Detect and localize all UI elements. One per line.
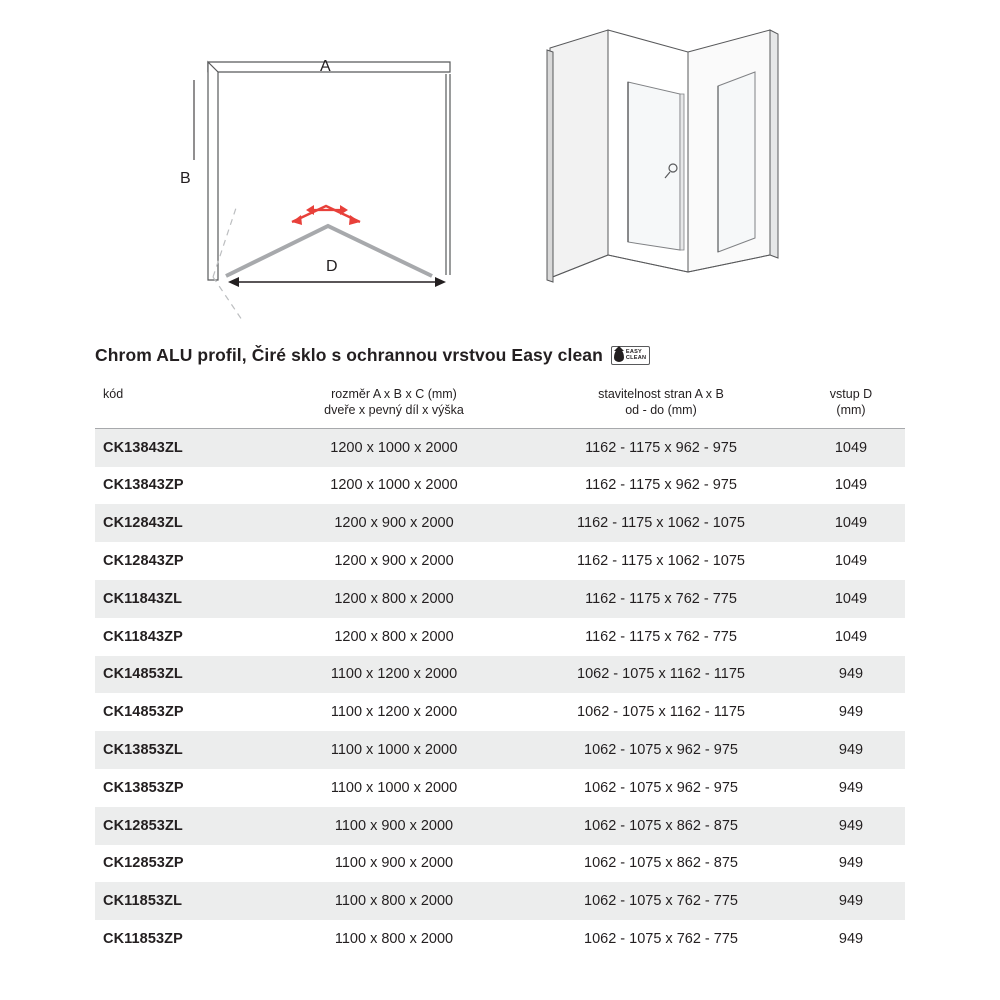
column-header-size [263, 381, 525, 429]
cell-adjust: 1162 - 1175 x 762 - 775 [585, 628, 737, 645]
cell-adjust: 1062 - 1075 x 962 - 975 [584, 779, 738, 796]
table-row [95, 504, 905, 542]
cell-size: 1100 x 800 x 2000 [334, 931, 454, 947]
cell-code: CK12843ZL [95, 504, 263, 542]
cell-code: CK13843ZL [95, 429, 263, 467]
dimension-label-b: B [180, 170, 191, 187]
cell-code: CK11843ZL [95, 580, 263, 618]
perspective-svg [520, 10, 830, 310]
table-body [95, 429, 905, 958]
heading-text: Chrom ALU profil, Čiré sklo s ochrannou vrstvou Easy clean [95, 345, 603, 365]
table-row [95, 845, 905, 883]
cell-entry: 949 [797, 882, 905, 920]
cell-adjust: 1062 - 1075 x 762 - 775 [584, 931, 738, 947]
spec-table-wrapper [95, 381, 905, 958]
spec-table [95, 381, 905, 958]
cell-code: CK12853ZP [103, 855, 184, 872]
cell-size: 1100 x 1200 x 2000 [330, 704, 458, 721]
column-header-adjust-line2: od - do (mm) [625, 402, 697, 417]
cell-adjust: 1162 - 1175 x 962 - 975 [585, 477, 737, 494]
cell-entry: 1049 [797, 580, 905, 618]
cell-size: 1200 x 1000 x 2000 [330, 477, 458, 494]
cell-size: 1100 x 900 x 2000 [334, 855, 454, 872]
table-row [95, 656, 905, 694]
cell-adjust: 1162 - 1175 x 1062 - 1075 [577, 553, 745, 570]
easy-clean-line2: CLEAN [625, 354, 647, 361]
cell-code: CK14853ZL [95, 656, 263, 694]
cell-code: CK12853ZL [95, 807, 263, 845]
column-header-adjust-line1: stavitelnost stran A x B [598, 387, 724, 401]
table-row [95, 429, 905, 467]
cell-code: CK11843ZP [103, 628, 183, 645]
cell-entry: 949 [797, 807, 905, 845]
cell-entry: 1049 [797, 429, 905, 467]
cell-entry: 949 [838, 855, 864, 872]
cell-adjust: 1162 - 1175 x 762 - 775 [525, 580, 797, 618]
column-header-size-line2: dveře x pevný díl x výška [324, 402, 464, 417]
cell-code: CK14853ZP [103, 704, 184, 721]
cell-size: 1100 x 800 x 2000 [263, 882, 525, 920]
cell-size: 1100 x 1200 x 2000 [263, 656, 525, 694]
cell-adjust: 1062 - 1075 x 962 - 975 [525, 731, 797, 769]
cell-code: CK12843ZP [103, 553, 184, 570]
table-row [95, 542, 905, 580]
cell-entry: 949 [838, 704, 864, 721]
cell-entry: 949 [838, 931, 864, 947]
column-header-adjust [525, 381, 797, 429]
cell-adjust: 1162 - 1175 x 1062 - 1075 [525, 504, 797, 542]
cell-entry: 1049 [834, 628, 868, 645]
cell-adjust: 1062 - 1075 x 862 - 875 [584, 855, 738, 872]
cell-size: 1100 x 900 x 2000 [263, 807, 525, 845]
section-heading [95, 345, 650, 366]
cell-entry: 949 [797, 656, 905, 694]
easy-clean-words [626, 350, 646, 361]
table-header-row [95, 381, 905, 429]
table-row [95, 769, 905, 807]
dimension-label-d: D [326, 258, 338, 275]
cell-entry: 949 [838, 779, 864, 796]
table-row [95, 731, 905, 769]
cell-adjust: 1062 - 1075 x 862 - 875 [525, 807, 797, 845]
column-header-size-line1: rozměr A x B x C (mm) [331, 387, 457, 401]
table-row [95, 467, 905, 505]
table-row [95, 693, 905, 731]
table-row [95, 807, 905, 845]
diagram-area [0, 0, 1000, 330]
easy-clean-badge [611, 346, 650, 365]
water-drop-icon [614, 349, 624, 362]
column-header-entry-line2: (mm) [836, 402, 866, 417]
cell-size: 1100 x 1000 x 2000 [263, 731, 525, 769]
top-view-diagram [150, 30, 490, 320]
dimension-label-a: A [320, 58, 331, 75]
cell-size: 1200 x 1000 x 2000 [263, 429, 525, 467]
table-row [95, 920, 905, 958]
cell-code: CK11853ZP [103, 931, 183, 947]
cell-size: 1100 x 1000 x 2000 [330, 779, 458, 796]
cell-size: 1200 x 800 x 2000 [334, 628, 454, 645]
cell-code: CK13853ZL [95, 731, 263, 769]
cell-entry: 1049 [797, 504, 905, 542]
cell-size: 1200 x 900 x 2000 [263, 504, 525, 542]
column-header-entry-line1: vstup D [829, 387, 873, 401]
table-row [95, 580, 905, 618]
cell-adjust: 1062 - 1075 x 762 - 775 [525, 882, 797, 920]
easy-clean-line1: EASY [625, 348, 642, 355]
table-header [95, 381, 905, 429]
cell-entry: 1049 [834, 553, 868, 570]
cell-entry: 949 [797, 731, 905, 769]
cell-code: CK13843ZP [103, 477, 184, 494]
cell-adjust: 1062 - 1075 x 1162 - 1175 [577, 704, 745, 721]
column-header-code: kód [95, 381, 263, 429]
perspective-diagram [520, 10, 830, 310]
cell-entry: 1049 [834, 477, 868, 494]
cell-adjust: 1162 - 1175 x 962 - 975 [525, 429, 797, 467]
cell-code: CK11853ZL [95, 882, 263, 920]
table-row [95, 618, 905, 656]
column-header-entry [797, 381, 905, 429]
cell-code: CK13853ZP [103, 779, 184, 796]
cell-adjust: 1062 - 1075 x 1162 - 1175 [525, 656, 797, 694]
table-row [95, 882, 905, 920]
cell-size: 1200 x 800 x 2000 [263, 580, 525, 618]
cell-size: 1200 x 900 x 2000 [334, 553, 454, 570]
